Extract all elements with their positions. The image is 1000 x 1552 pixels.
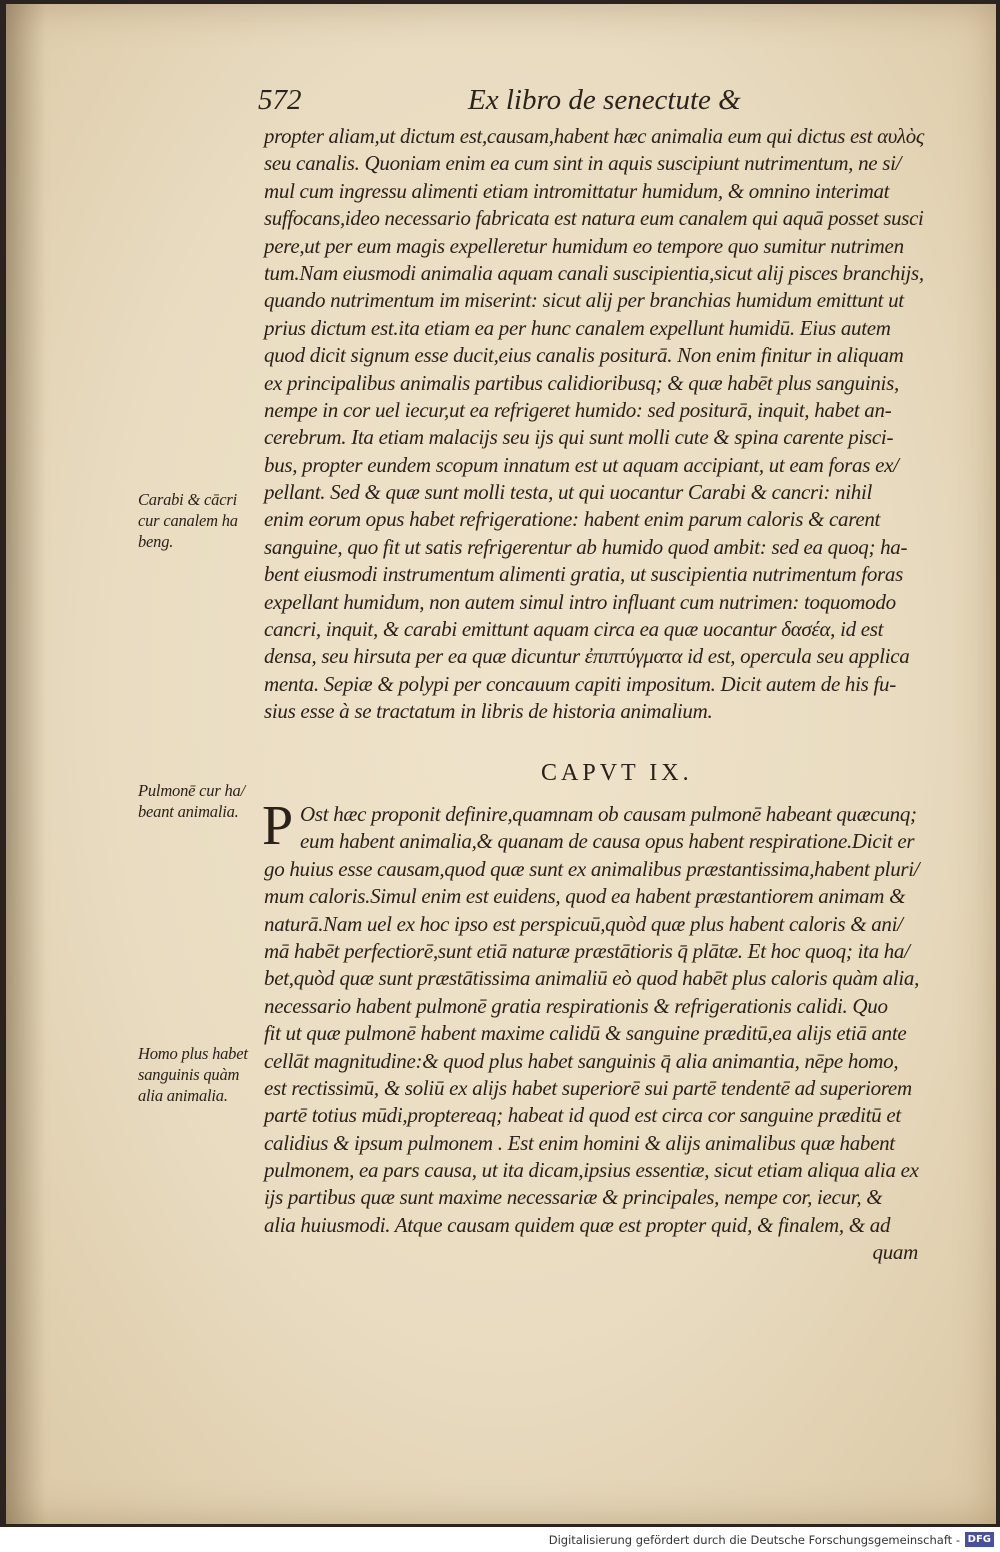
marginal-note-carabi xyxy=(138,489,268,552)
text-line: est rectissimū, & soliū ex alijs habet superiorē sui partē tendentē ad superiorem xyxy=(264,1075,912,1100)
page-number: 572 xyxy=(258,84,302,116)
text-line: partē totius mūdi,proptereaq; habeat id quod est circa cor sanguine præditū et xyxy=(264,1103,901,1128)
text-line: pere,ut per eum magis expelleretur humidum eo tempore quo sumitur nutrimen xyxy=(264,233,904,258)
catchword: quam xyxy=(872,1240,918,1265)
text-line: bent eiusmodi instrumentum alimenti gratia, ut suscipientia nutrimentum foras xyxy=(264,562,903,587)
text-line: quando nutrimentum im miserint: sicut alij per branchias humidum emittunt ut xyxy=(264,288,904,313)
text-line: Ost hæc proponit definire,quamnam ob causam pulmonē habeant quæcunq; xyxy=(300,802,917,826)
drop-cap-initial: P xyxy=(262,795,294,857)
text-line: pulmonem, ea pars causa, ut ita dicam,ipsius essentiæ, sicut etiam aliqua alia ex xyxy=(264,1158,919,1183)
text-line: sius esse à se tractatum in libris de historia animalium. xyxy=(264,699,713,724)
text-line: tum.Nam eiusmodi animalia aquam canali suscipientia,sicut alij pisces branchijs, xyxy=(264,260,924,285)
marginal-note-line: sanguinis quàm xyxy=(138,1065,240,1084)
text-line: naturā.Nam uel ex hoc ipso est perspicuū,quòd quæ plus habent caloris & ani/ xyxy=(264,911,903,936)
text-line: ijs partibus quæ sunt maxime necessariæ & principales, nempe cor, iecur, & xyxy=(264,1185,883,1210)
text-line: quod dicit signum esse ducit,eius canalis positurā. Non enim finitur in aliquam xyxy=(264,343,904,368)
text-line: eum habent animalia,& quanam de causa opus habent respiratione.Dicit er xyxy=(300,829,915,854)
marginal-note-line: alia animalia. xyxy=(138,1086,228,1105)
text-line: ex principalibus animalis partibus calidioribusq; & quæ habēt plus sanguinis, xyxy=(264,370,899,395)
marginal-note-line: Pulmonē cur ha/ xyxy=(138,781,245,800)
text-line: seu canalis. Quoniam enim ea cum sint in aquis suscipiunt nutrimentum, ne si/ xyxy=(264,151,902,176)
digitization-footer xyxy=(0,1527,1000,1552)
text-line: bet,quòd quæ sunt præstātissima animaliū eò quod habēt plus caloris quàm alia, xyxy=(264,966,920,991)
marginal-note-line: beant animalia. xyxy=(138,802,239,821)
marginal-note-line: Homo plus habet xyxy=(138,1044,248,1063)
text-line: densa, seu hirsuta per ea quæ dicuntur ἐπιπτύγματα id est, opercula seu applica xyxy=(264,644,910,669)
main-text-chapter-ix xyxy=(262,795,924,1267)
page-header xyxy=(258,84,741,120)
chapter-heading: CAPVT IX. xyxy=(541,760,693,786)
text-line: mā habēt perfectiorē,sunt etiā naturæ præstātioris q̄ plātæ. Et hoc quoq; ita ha/ xyxy=(264,938,910,963)
marginal-note-line: cur canalem ha xyxy=(138,511,238,530)
main-text-before-chapter xyxy=(264,123,924,726)
page-gutter-shadow xyxy=(6,4,46,1524)
text-line: cancri, inquit, & carabi emittunt aquam circa ea quæ uocantur δασέα, id est xyxy=(264,617,884,642)
text-line: pellant. Sed & quæ sunt molli testa, ut qui uocantur Carabi & cancri: nihil xyxy=(264,480,873,505)
marginal-note-homo xyxy=(138,1043,268,1106)
text-line: enim eorum opus habet refrigeratione: habent enim parum caloris & carent xyxy=(264,507,881,532)
text-line: prius dictum est.ita etiam ea per hunc canalem expellunt humidū. Eius autem xyxy=(264,315,891,340)
text-line: sanguine, quo fit ut satis refrigerentur ab humido quod ambit: sed ea quoq; ha- xyxy=(264,534,908,559)
text-line: nempe in cor uel iecur,ut ea refrigeret humido: sed positurā, inquit, habet an- xyxy=(264,397,892,422)
text-line: calidius & ipsum pulmonem . Est enim homini & alijs animalibus quæ habent xyxy=(264,1130,895,1155)
dfg-logo: DFG xyxy=(965,1532,994,1547)
text-line: mul cum ingressu alimenti etiam intromittatur humidum, & omnino interimat xyxy=(264,178,890,203)
text-line: mum caloris.Simul enim est euidens, quod ea habent præstantiorem animam & xyxy=(264,884,906,909)
text-line: propter aliam,ut dictum est,causam,habent hæc animalia eum qui dictus est αυλὸς xyxy=(264,124,925,148)
text-line: cerebrum. Ita etiam malacijs seu ijs qui sunt molli cute & spina carente pisci- xyxy=(264,425,894,450)
running-head: Ex libro de senectute & xyxy=(468,84,741,116)
text-line: cellāt magnitudine:& quod plus habet sanguinis q̄ alia animantia, nēpe homo, xyxy=(264,1048,899,1073)
text-line: expellant humidum, non autem simul intro influant cum nutrimen: toquomodo xyxy=(264,589,896,614)
marginal-note-line: Carabi & cācri xyxy=(138,490,237,509)
text-line: alia huiusmodi. Atque causam quidem quæ est propter quid, & finalem, & ad xyxy=(264,1212,891,1237)
text-line: bus, propter eundem scopum innatum est ut aquam accipiant, ut eam foras ex/ xyxy=(264,452,899,477)
text-line: menta. Sepiæ & polypi per concauum capiti impositum. Dicit autem de his fu- xyxy=(264,671,896,696)
text-line: go huius esse causam,quod quæ sunt ex animalibus præstantissima,habent pluri/ xyxy=(264,856,920,881)
marginal-note-pulmone xyxy=(138,780,268,822)
marginal-note-line: beng. xyxy=(138,532,174,551)
text-line: fit ut quæ pulmonē habent maxime calidū & sanguine præditū,ea alijs etiā ante xyxy=(264,1021,907,1046)
funding-credit: Digitalisierung gefördert durch die Deutsche Forschungsgemeinschaft - xyxy=(548,1533,960,1547)
text-line: necessario habent pulmonē gratia respirationis & refrigerationis calidi. Quo xyxy=(264,993,888,1018)
text-line: suffocans,ideo necessario fabricata est natura eum canalem qui aquā posset susci xyxy=(264,206,924,231)
